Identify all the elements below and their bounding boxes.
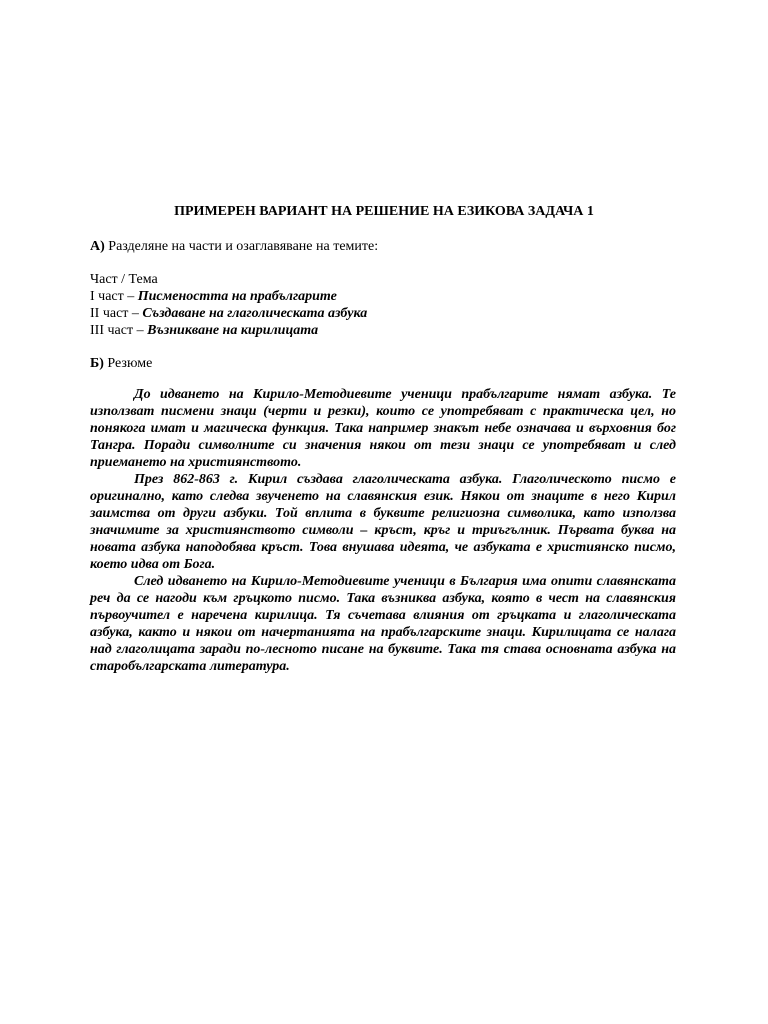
part-2-title: Създаване на глаголическата азбука xyxy=(142,306,368,321)
part-line-2 xyxy=(90,305,367,323)
section-a-line xyxy=(90,238,378,256)
summary-body xyxy=(90,386,676,675)
part-1-label: І част – xyxy=(90,289,135,304)
summary-paragraph-1: До идването на Кирило-Методиевите ученици прабългарите нямат азбука. Те използват писмени знаци (черти и резки), които се употребяват с практическа цел, но понякога имат и магическа функция. Така например знакът небе означава и върховния бог Тангра. Поради символните си значения някои от тези знаци се употребяват и след приемането на християнството. xyxy=(90,387,676,470)
part-3-title: Възникване на кирилицата xyxy=(147,323,319,338)
part-line-3 xyxy=(90,322,318,340)
section-b-line xyxy=(90,355,152,373)
summary-paragraph-2: През 862-863 г. Кирил създава глаголическата азбука. Глаголическото писмо е оригинално, като следва звученето на славянския език. Някои от знаците в него Кирил заимства от други азбуки. Той вплита в буквите религиозна символика, като използва значимите за християнството символи – кръст, кръг и триъгълник. Първата буква на новата азбука наподобява кръст. Това внушава идеята, че азбуката е християнско писмо, което идва от Бога. xyxy=(90,472,676,572)
section-b-marker: Б) xyxy=(90,356,104,371)
part-1-title: Писмеността на прабългарите xyxy=(137,289,337,304)
part-line-1 xyxy=(90,288,337,306)
summary-paragraph-3: След идването на Кирило-Методиевите ученици в България има опити славянската реч да се нагоди към гръцкото писмо. Така възниква азбука, която в чест на славянския първоучител е наречена кирилица. Тя съчетава влияния от гръцката и глаголическата азбука, както и някои от начертанията на прабългарските знаци. Кирилицата се налага над глаголицата заради по-лесното писане на буквите. Така тя става основната азбука на старобългарската литература. xyxy=(90,574,676,674)
part-3-label: ІІІ част – xyxy=(90,323,144,338)
section-a-marker: А) xyxy=(90,239,105,254)
section-b-text: Резюме xyxy=(107,356,153,371)
document-title: ПРИМЕРЕН ВАРИАНТ НА РЕШЕНИЕ НА ЕЗИКОВА ЗАДАЧА 1 xyxy=(174,204,594,219)
part-2-label: ІІ част – xyxy=(90,306,139,321)
parts-header: Част / Тема xyxy=(90,272,158,287)
section-a-text: Разделяне на части и озаглавяване на темите: xyxy=(108,239,379,254)
